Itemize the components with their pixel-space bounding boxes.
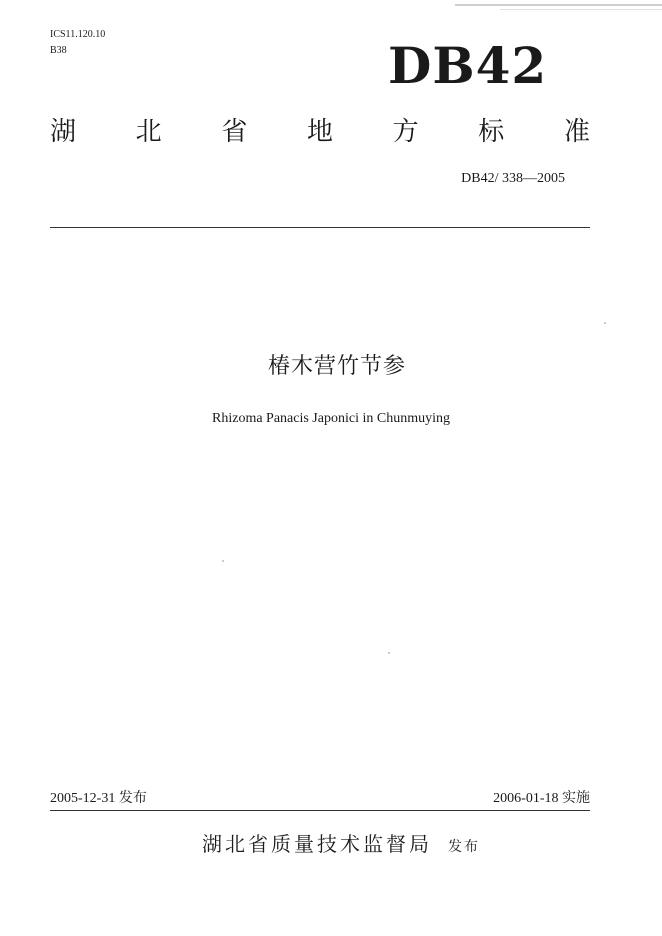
ics-code: ICS11.120.10 [50, 29, 106, 40]
issuer-line [0, 830, 662, 858]
scan-speck [388, 652, 390, 654]
scan-edge-line [455, 4, 662, 6]
document-title-chinese: 椿木营竹节参 [267, 354, 406, 379]
title-char: 湖 [50, 117, 77, 147]
title-char: 标 [478, 117, 505, 147]
standard-category-title [50, 114, 590, 150]
title-char: 地 [306, 117, 333, 147]
scan-edge-line [500, 9, 662, 10]
classification-code: B38 [50, 45, 67, 56]
divider-bottom [50, 810, 590, 811]
standard-number: DB42/ 338—2005 [461, 171, 565, 186]
title-char: 准 [563, 117, 590, 147]
issuer-suffix: 发布 [448, 839, 480, 855]
scan-speck [222, 560, 224, 562]
release-date: 2005-12-31 发布 [50, 791, 147, 806]
scan-speck [604, 322, 606, 324]
divider-top [50, 227, 590, 228]
db-code: DB42 [388, 36, 548, 95]
title-char: 北 [135, 117, 162, 147]
title-char: 省 [221, 117, 248, 147]
title-char: 方 [392, 117, 419, 147]
document-title-english: Rhizoma Panacis Japonici in Chunmuying [212, 411, 450, 426]
implementation-date: 2006-01-18 实施 [493, 791, 590, 806]
issuer-name: 湖北省质量技术监督局 [202, 832, 432, 856]
